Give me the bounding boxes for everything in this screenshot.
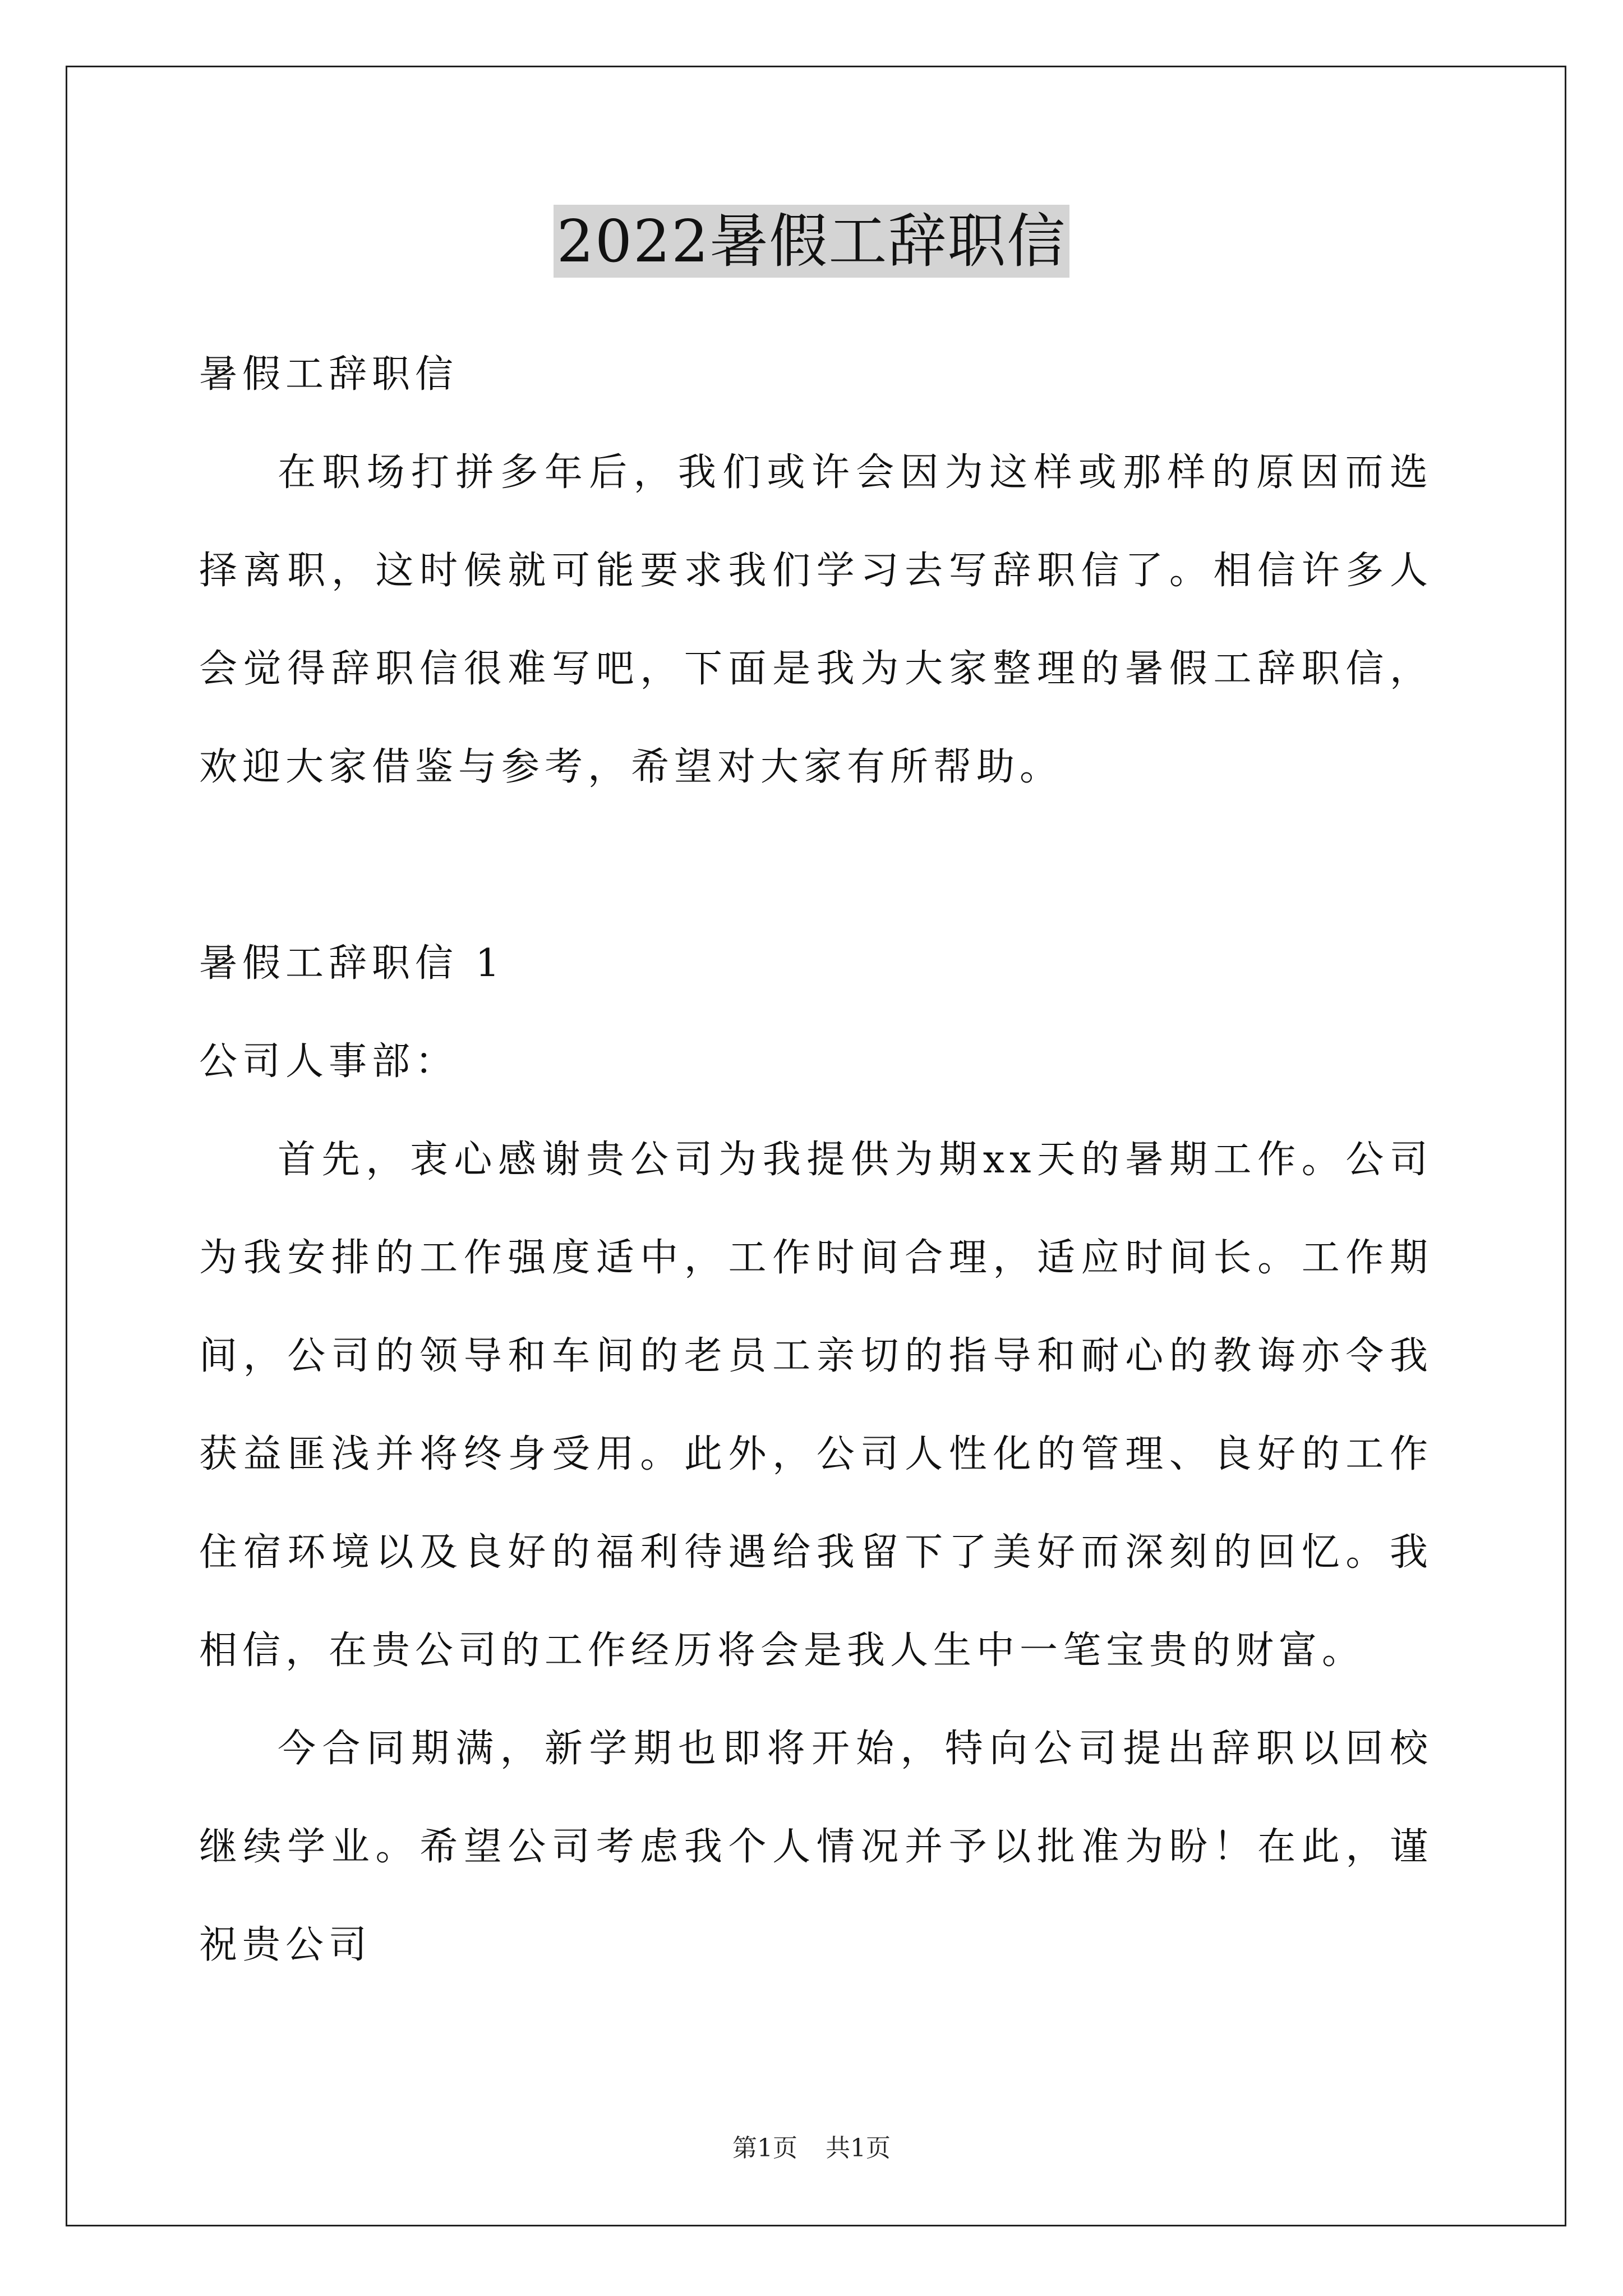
title-wrap <box>0 205 1623 278</box>
body-paragraph-2: 今合同期满，新学期也即将开始，特向公司提出辞职以回校继续学业。希望公司考虑我个人情况并予以批准为盼！在此，谨祝贵公司 <box>199 1727 1433 1967</box>
section-heading: 暑假工辞职信 1 <box>199 941 505 986</box>
salutation: 公司人事部： <box>199 1039 459 1084</box>
page-number-total: 共1页 <box>826 2134 891 2162</box>
document-title: 2022暑假工辞职信 <box>554 205 1070 278</box>
subtitle: 暑假工辞职信 <box>199 352 459 397</box>
intro-paragraph: 在职场打拼多年后，我们或许会因为这样或那样的原因而选择离职，这时候就可能要求我们学习去写辞职信了。相信许多人会觉得辞职信很难写吧，下面是我为大家整理的暑假工辞职信，欢迎大家借鉴与参考，希望对大家有所帮助。 <box>199 450 1433 789</box>
body-paragraph-1: 首先，衷心感谢贵公司为我提供为期xx天的暑期工作。公司为我安排的工作强度适中，工作时间合理，适应时间长。工作期间，公司的领导和车间的老员工亲切的指导和耐心的教诲亦令我获益匪浅并将终身受用。此外，公司人性化的管理、良好的工作住宿环境以及良好的福利待遇给我留下了美好而深刻的回忆。我相信，在贵公司的工作经历将会是我人生中一笔宝贵的财富。 <box>199 1138 1433 1673</box>
page-footer <box>0 2132 1623 2165</box>
page-number-current: 第1页 <box>732 2134 797 2162</box>
document-body <box>199 325 1433 1994</box>
